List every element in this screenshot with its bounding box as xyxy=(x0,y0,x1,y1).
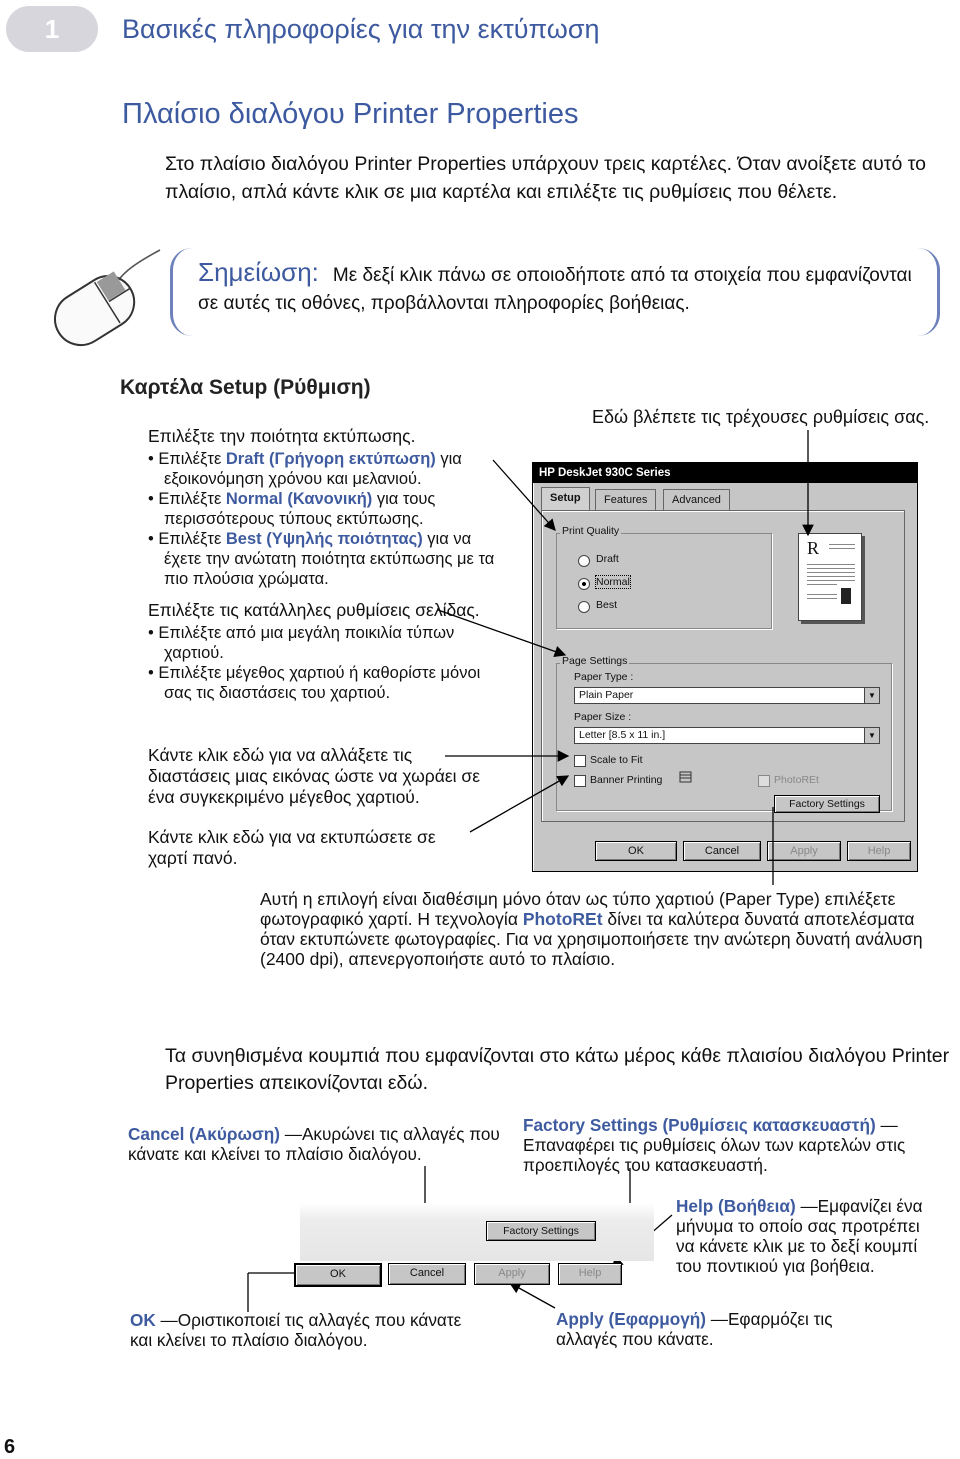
strip-factory-settings-button[interactable]: Factory Settings xyxy=(486,1221,596,1241)
strip-ok-button[interactable]: OK xyxy=(294,1263,382,1287)
scale-to-fit-note: Κάντε κλικ εδώ για να αλλάξετε τις διαστάσεις μιας εικόνας ώστε να χωράει σε ένα συγκεκριμένο μέγεθος χαρτιού. xyxy=(148,745,480,807)
cancel-annotation: Cancel (Ακύρωση) —Ακυρώνει τις αλλαγές που κάνατε και κλείνει το πλαίσιο διαλόγου. xyxy=(128,1124,500,1164)
chapter-title: Βασικές πληροφορίες για την εκτύπωση xyxy=(122,14,600,44)
note-label: Σημείωση: xyxy=(198,257,319,287)
help-button[interactable]: Help xyxy=(847,841,911,861)
scale-to-fit-label: Scale to Fit xyxy=(590,754,643,766)
print-quality-label: Print Quality xyxy=(562,525,620,537)
photoret-note: Αυτή η επιλογή είναι διαθέσιμη μόνο όταν ως τύπο χαρτιού (Paper Type) επιλέξετε φωτογραφικό χαρτί. Η τεχνολογία PhotoREt δίνει τα καλύτερα δυνατά αποτελέσματα όταν εκτυπώνετε φωτογραφίες. Για να χρησιμοποιήσετε την ανώτερη δυνατή ανάλυση (2400 dpi), απενεργοποιήστε αυτό το πλαίσιο. xyxy=(260,889,923,969)
tab-setup[interactable]: Setup xyxy=(541,487,590,512)
banner-printing-label: Banner Printing xyxy=(590,774,663,786)
dialog-buttons-strip xyxy=(294,1199,654,1289)
page-settings-label: Page Settings xyxy=(562,655,628,667)
setup-tab-heading: Καρτέλα Setup (Ρύθμιση) xyxy=(120,376,371,399)
banner-note: Κάντε κλικ εδώ για να εκτυπώσετε σε χαρτί πανό. xyxy=(148,827,436,868)
paper-size-bullet: • Επιλέξτε μέγεθος χαρτιού ή καθορίστε μόνοι σας τις διαστάσεις του χαρτιού. xyxy=(148,664,481,702)
page-number: 6 xyxy=(4,1436,16,1458)
best-bullet: • Επιλέξτε Best (Υψηλής ποιότητας) για να έχετε την ανώτατη ποιότητα εκτύπωσης με τα πιο πλούσια χρώματα. xyxy=(148,530,495,588)
help-annotation: Help (Βοήθεια) —Εμφανίζει ένα μήνυμα το οποίο σας προτρέπει να κάνετε κλικ με το δεξί κουμπί του ποντικιού για βοήθεια. xyxy=(676,1196,923,1276)
draft-bullet: • Επιλέξτε Draft (Γρήγορη εκτύπωση) για εξοικονόμηση χρόνου και μελανιού. xyxy=(148,450,462,488)
section-intro: Στο πλαίσιο διαλόγου Printer Properties υπάρχουν τρεις καρτέλες. Όταν ανοίξετε αυτό το πλαίσιο, απλά κάντε κλικ σε μια καρτέλα και επιλέξτε τις ρυθμίσεις που θέλετε. xyxy=(165,153,927,203)
normal-bullet: • Επιλέξτε Normal (Κανονική) για τους περισσότερους τύπους εκτύπωσης. xyxy=(148,490,436,528)
chapter-tab: 1 xyxy=(6,6,98,52)
normal-label: Normal xyxy=(596,576,630,588)
buttons-intro: Τα συνηθισμένα κουμπιά που εμφανίζονται στο κάτω μέρος κάθε πλαισίου διαλόγου Printer Properties απεικονίζονται εδώ. xyxy=(165,1045,950,1094)
apply-button[interactable]: Apply xyxy=(767,841,841,861)
tab-features[interactable]: Features xyxy=(595,489,656,510)
ok-button[interactable]: OK xyxy=(595,841,677,861)
paper-type-bullet: • Επιλέξτε από μια μεγάλη ποικιλία τύπων χαρτιού. xyxy=(148,624,455,662)
cancel-button[interactable]: Cancel xyxy=(683,841,761,861)
page-preview: R xyxy=(798,533,862,621)
apply-annotation: Apply (Εφαρμογή) —Εφαρμόζει τις αλλαγές που κάνατε. xyxy=(556,1309,833,1349)
paper-type-select[interactable]: Plain Paper ▼ xyxy=(574,687,880,704)
paper-type-label: Paper Type : xyxy=(574,671,634,683)
paper-size-select[interactable]: Letter [8.5 x 11 in.] ▼ xyxy=(574,727,880,744)
photoret-label: PhotoREt xyxy=(774,774,819,786)
chevron-down-icon: ▼ xyxy=(864,728,879,743)
ok-annotation: OK —Οριστικοποιεί τις αλλαγές που κάνατε και κλείνει το πλαίσιο διαλόγου. xyxy=(130,1310,462,1350)
strip-apply-button[interactable]: Apply xyxy=(474,1263,550,1285)
strip-cancel-button[interactable]: Cancel xyxy=(388,1263,466,1285)
current-settings-note: Εδώ βλέπετε τις τρέχουσες ρυθμίσεις σας. xyxy=(592,407,930,427)
paper-size-label: Paper Size : xyxy=(574,711,632,723)
best-label: Best xyxy=(596,599,618,611)
factory-settings-button[interactable]: Factory Settings xyxy=(774,795,880,813)
factory-settings-annotation: Factory Settings (Ρυθμίσεις κατασκευαστή) — Επαναφέρει τις ρυθμίσεις όλων των καρτελών στις προεπιλογές του κατασκευαστή. xyxy=(523,1115,906,1175)
draft-label: Draft xyxy=(596,553,619,565)
chevron-down-icon: ▼ xyxy=(864,688,879,703)
page-lead: Επιλέξτε τις κατάλληλες ρυθμίσεις σελίδας. xyxy=(148,600,480,620)
strip-help-button[interactable]: Help xyxy=(558,1263,622,1285)
quality-lead: Επιλέξτε την ποιότητα εκτύπωσης. xyxy=(148,426,416,446)
section-title: Πλαίσιο διαλόγου Printer Properties xyxy=(122,98,579,130)
note-text: Με δεξί κλικ πάνω σε οποιοδήποτε από τα στοιχεία που εμφανίζονται σε αυτές τις οθόνες, προβάλλονται πληροφορίες βοήθειας. xyxy=(198,265,912,314)
dialog-title: HP DeskJet 930C Series xyxy=(533,463,917,483)
tab-advanced[interactable]: Advanced xyxy=(663,489,730,510)
